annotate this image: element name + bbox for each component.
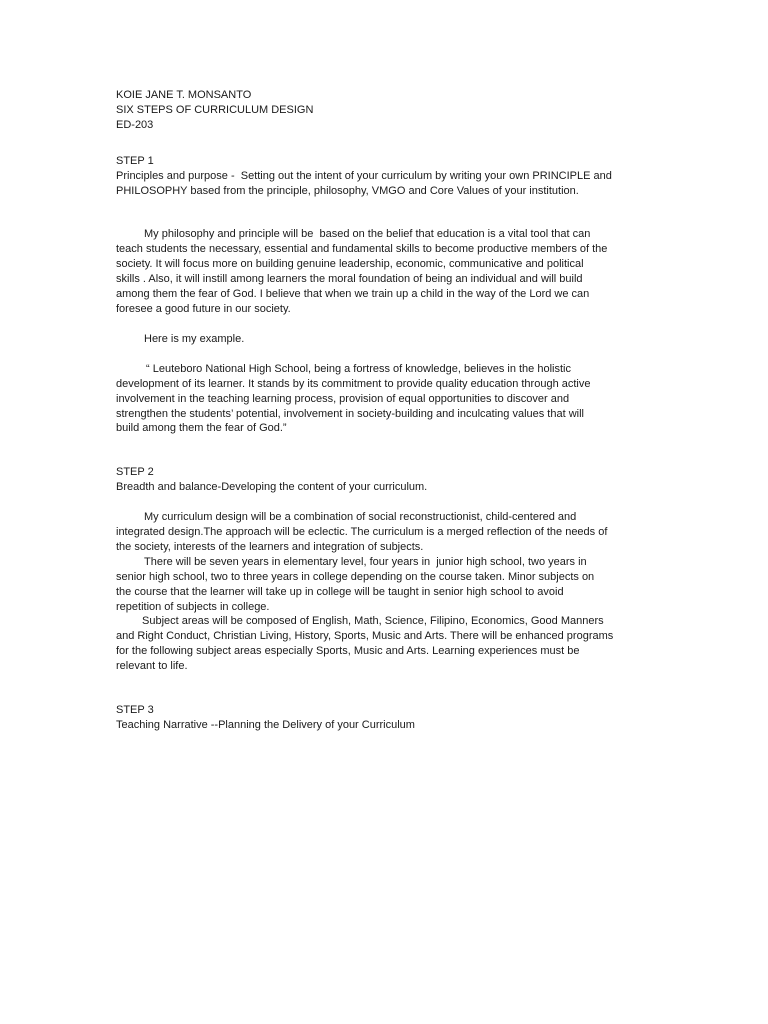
- paragraph-line: society. It will focus more on building genuine leadership, economic, communicative and political: [116, 258, 584, 271]
- step-2-intro: Breadth and balance-Developing the content of your curriculum.: [116, 481, 428, 494]
- step-1-intro: [116, 169, 656, 199]
- step-2-section: [116, 465, 656, 674]
- author-name: KOIE JANE T. MONSANTO: [116, 89, 252, 101]
- example-quote-paragraph: [116, 362, 656, 437]
- paragraph-line: My curriculum design will be a combination of social reconstructionist, child-centered and: [144, 511, 577, 524]
- paragraph-line: Subject areas will be composed of English, Math, Science, Filipino, Economics, Good Manners: [142, 615, 604, 628]
- paragraph-line: My philosophy and principle will be based on the belief that education is a vital tool that can: [144, 228, 591, 241]
- paragraph-line: strengthen the students’ potential, involvement in society-building and inculcating values that will: [116, 407, 584, 420]
- paragraph-line: for the following subject areas especially Sports, Music and Arts. Learning experiences must be: [116, 645, 580, 658]
- years-paragraph: [116, 555, 656, 615]
- subjects-paragraph: [116, 614, 656, 674]
- paragraph-line: among them the fear of God. I believe that when we train up a child in the way of the Lord we can: [116, 288, 590, 301]
- paragraph-line: senior high school, two to three years in college depending on the course taken. Minor subjects on: [116, 570, 595, 583]
- document-header: [116, 88, 656, 133]
- step-3-intro: Teaching Narrative --Planning the Delivery of your Curriculum: [116, 719, 415, 731]
- document-body: [116, 88, 656, 733]
- step-2-heading: STEP 2: [116, 466, 154, 479]
- paragraph-line: development of its learner. It stands by its commitment to provide quality education through active: [116, 377, 591, 390]
- step-3-heading: STEP 3: [116, 704, 154, 717]
- course-code: ED-203: [116, 118, 154, 131]
- paragraph-line: the society, interests of the learners and integration of subjects.: [116, 540, 424, 553]
- design-paragraph: [116, 510, 656, 555]
- paragraph-line: repetition of subjects in college.: [116, 600, 270, 613]
- step-1-intro-line: Principles and purpose - Setting out the intent of your curriculum by writing your own PRINCIPLE and: [116, 169, 612, 182]
- paragraph-line: involvement in the teaching learning process, provision of equal opportunities to discover and: [116, 392, 570, 405]
- step-1-heading: STEP 1: [116, 154, 154, 167]
- paragraph-line: integrated design.The approach will be eclectic. The curriculum is a merged reflection of the needs of: [116, 526, 608, 539]
- paragraph-line: the course that the learner will take up in college will be taught in senior high school to avoid: [116, 585, 564, 598]
- paragraph-line: teach students the necessary, essential and fundamental skills to become productive members of the: [116, 243, 608, 256]
- step-1-section: [116, 154, 656, 437]
- paragraph-line: skills . Also, it will instill among learners the moral foundation of being an individual and will build: [116, 273, 583, 286]
- paragraph-line: foresee a good future in our society.: [116, 302, 291, 315]
- document-title: SIX STEPS OF CURRICULUM DESIGN: [116, 103, 314, 116]
- paragraph-line: “ Leuteboro National High School, being a fortress of knowledge, believes in the holistic: [146, 362, 571, 375]
- paragraph-line: There will be seven years in elementary level, four years in junior high school, two years in: [144, 555, 587, 568]
- paragraph-line: and Right Conduct, Christian Living, History, Sports, Music and Arts. There will be enhanced programs: [116, 630, 614, 643]
- philosophy-paragraph: [116, 227, 656, 316]
- step-1-intro-line: PHILOSOPHY based from the principle, philosophy, VMGO and Core Values of your institution.: [116, 184, 579, 197]
- example-label: Here is my example.: [144, 332, 245, 345]
- step-3-section: [116, 703, 656, 733]
- paragraph-line: build among them the fear of God.”: [116, 422, 287, 435]
- paragraph-line: relevant to life.: [116, 660, 188, 673]
